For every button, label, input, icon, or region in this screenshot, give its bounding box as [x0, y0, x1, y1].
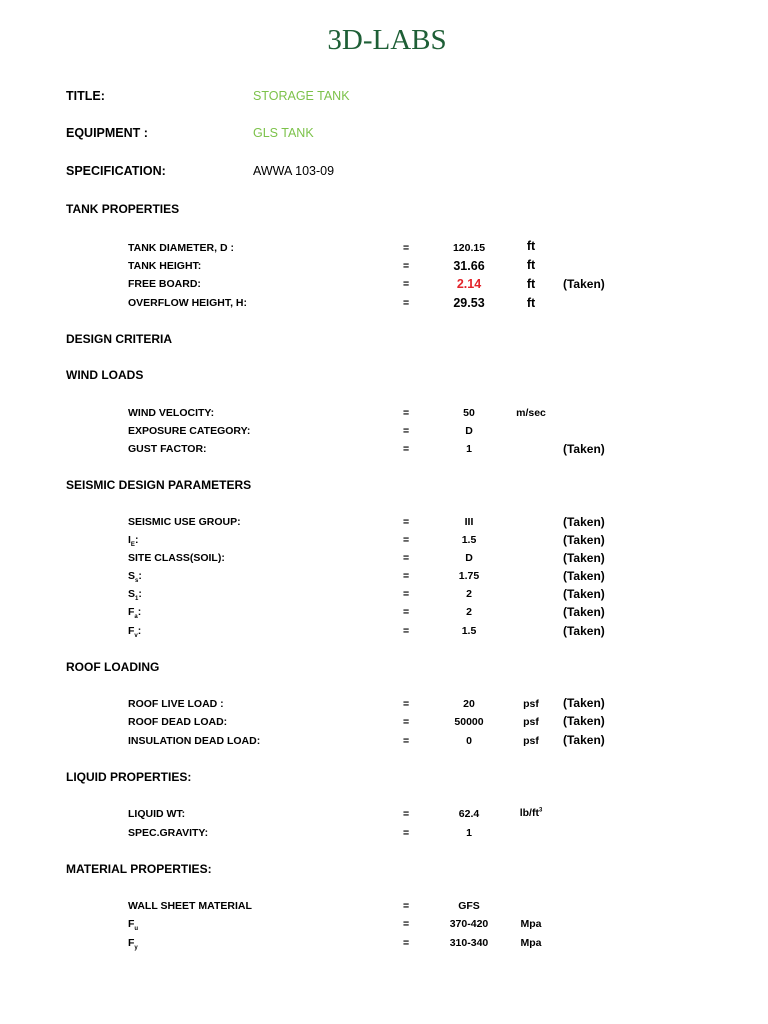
equals-sign: = [403, 625, 410, 637]
ss-row [0, 570, 768, 588]
param-unit: Mpa [520, 937, 542, 949]
roof-dead-load-row [0, 716, 768, 734]
section-design-criteria: DESIGN CRITERIA [66, 332, 173, 346]
free-board-row [0, 278, 768, 296]
taken-note: (Taken) [563, 624, 605, 638]
site-class-row [0, 552, 768, 570]
fv-row [0, 625, 768, 643]
param-label: WALL SHEET MATERIAL [128, 900, 252, 912]
param-label: OVERFLOW HEIGHT, H: [128, 297, 247, 309]
overflow-height-row [0, 297, 768, 315]
param-label: $F_a$: [128, 606, 142, 621]
param-value: 2 [466, 606, 472, 618]
exposure-category-row [0, 425, 768, 443]
param-value: 29.53 [453, 296, 485, 310]
param-label: SEISMIC USE GROUP: [128, 516, 241, 528]
insulation-dead-load-row [0, 735, 768, 753]
wall-sheet-material-row [0, 900, 768, 918]
param-unit: psf [523, 735, 539, 747]
taken-note: (Taken) [563, 714, 605, 728]
importance-factor-row [0, 534, 768, 552]
roof-live-load-row [0, 698, 768, 716]
section-tank-properties: TANK PROPERTIES [66, 202, 180, 216]
taken-note: (Taken) [563, 533, 605, 547]
param-unit: ft [526, 239, 536, 253]
param-label: FREE BOARD: [128, 278, 201, 290]
param-value: 62.4 [458, 808, 480, 820]
equals-sign: = [403, 516, 410, 528]
equals-sign: = [403, 443, 410, 455]
param-unit: Mpa [520, 918, 542, 930]
tank-height-row [0, 260, 768, 278]
param-value: 120.15 [452, 242, 486, 254]
param-value: III [464, 516, 474, 528]
equals-sign: = [403, 297, 410, 309]
equals-sign: = [403, 698, 410, 710]
param-unit: ft [526, 258, 536, 272]
section-liquid-properties: LIQUID PROPERTIES: [66, 770, 192, 784]
param-value: 2.14 [456, 277, 482, 291]
fa-row [0, 606, 768, 624]
param-value: 1 [466, 443, 472, 455]
gust-factor-row [0, 443, 768, 461]
taken-note: (Taken) [563, 515, 605, 529]
section-material-properties: MATERIAL PROPERTIES: [66, 862, 212, 876]
param-value: 0 [466, 735, 472, 747]
equals-sign: = [403, 918, 410, 930]
specification-value: AWWA 103-09 [253, 164, 335, 178]
param-label: WIND VELOCITY: [128, 407, 215, 419]
equals-sign: = [403, 588, 410, 600]
param-label: SPEC.GRAVITY: [128, 827, 209, 839]
liquid-weight-row [0, 808, 768, 826]
equals-sign: = [403, 808, 410, 820]
taken-note: (Taken) [563, 442, 605, 456]
fu-row [0, 918, 768, 936]
param-label: SITE CLASS(SOIL): [128, 552, 225, 564]
param-value: 370-420 [449, 918, 489, 930]
param-unit: psf [523, 716, 539, 728]
taken-note: (Taken) [563, 587, 605, 601]
equals-sign: = [403, 570, 410, 582]
param-unit: psf [523, 698, 539, 710]
equals-sign: = [403, 827, 410, 839]
equipment-label: EQUIPMENT : [66, 126, 148, 140]
equals-sign: = [403, 242, 410, 254]
param-label: EXPOSURE CATEGORY: [128, 425, 251, 437]
section-seismic: SEISMIC DESIGN PARAMETERS [66, 478, 252, 492]
param-label: INSULATION DEAD LOAD: [128, 735, 261, 747]
taken-note: (Taken) [563, 605, 605, 619]
param-value: D [465, 552, 473, 564]
param-label: LIQUID WT: [128, 808, 186, 820]
fy-row [0, 937, 768, 955]
equals-sign: = [403, 278, 410, 290]
equals-sign: = [403, 735, 410, 747]
equals-sign: = [403, 716, 410, 728]
param-label: $I_E$: [128, 534, 139, 549]
param-value: GFS [458, 900, 480, 912]
param-label: $F_u$ [128, 918, 139, 933]
equipment-value: GLS TANK [253, 126, 314, 140]
param-label: TANK DIAMETER, D : [128, 242, 234, 254]
equals-sign: = [403, 534, 410, 546]
param-value: 1 [466, 827, 472, 839]
equals-sign: = [403, 425, 410, 437]
specific-gravity-row [0, 827, 768, 845]
param-unit: ft [526, 296, 536, 310]
param-value: 20 [463, 698, 475, 710]
taken-note: (Taken) [563, 696, 605, 710]
equals-sign: = [403, 900, 410, 912]
param-value: 50 [463, 407, 475, 419]
company-logo-text: 3D-LABS [327, 24, 447, 56]
equals-sign: = [403, 407, 410, 419]
param-value: 310-340 [449, 937, 489, 949]
param-value: 1.75 [458, 570, 480, 582]
taken-note: (Taken) [563, 733, 605, 747]
param-value: 50000 [454, 716, 484, 728]
equals-sign: = [403, 937, 410, 949]
param-label: $F_v$: [128, 625, 142, 640]
title-value: STORAGE TANK [253, 89, 350, 103]
equals-sign: = [403, 606, 410, 618]
title-label: TITLE: [66, 89, 105, 103]
tank-diameter-row [0, 239, 768, 260]
param-unit: $lb/ft^3$ [519, 807, 543, 819]
param-value: 31.66 [453, 259, 485, 273]
param-label: GUST FACTOR: [128, 443, 207, 455]
param-unit: m/sec [516, 407, 546, 419]
param-unit: ft [526, 277, 536, 291]
s1-row [0, 588, 768, 606]
taken-note: (Taken) [563, 277, 605, 291]
seismic-use-group-row [0, 516, 768, 534]
param-label: ROOF LIVE LOAD : [128, 698, 224, 710]
param-label: $S_1$: [128, 588, 142, 603]
section-wind-loads: WIND LOADS [66, 368, 144, 382]
param-value: 1.5 [461, 534, 477, 546]
specification-label: SPECIFICATION: [66, 164, 166, 178]
taken-note: (Taken) [563, 569, 605, 583]
param-value: D [465, 425, 473, 437]
param-label: $S_s$: [128, 570, 142, 585]
param-value: 1.5 [461, 625, 477, 637]
param-label: ROOF DEAD LOAD: [128, 716, 228, 728]
equals-sign: = [403, 260, 410, 272]
section-roof-loading: ROOF LOADING [66, 660, 160, 674]
param-label: TANK HEIGHT: [128, 260, 202, 272]
equals-sign: = [403, 552, 410, 564]
param-label: $F_y$ [128, 937, 138, 952]
wind-velocity-row [0, 407, 768, 425]
param-value: 2 [466, 588, 472, 600]
taken-note: (Taken) [563, 551, 605, 565]
